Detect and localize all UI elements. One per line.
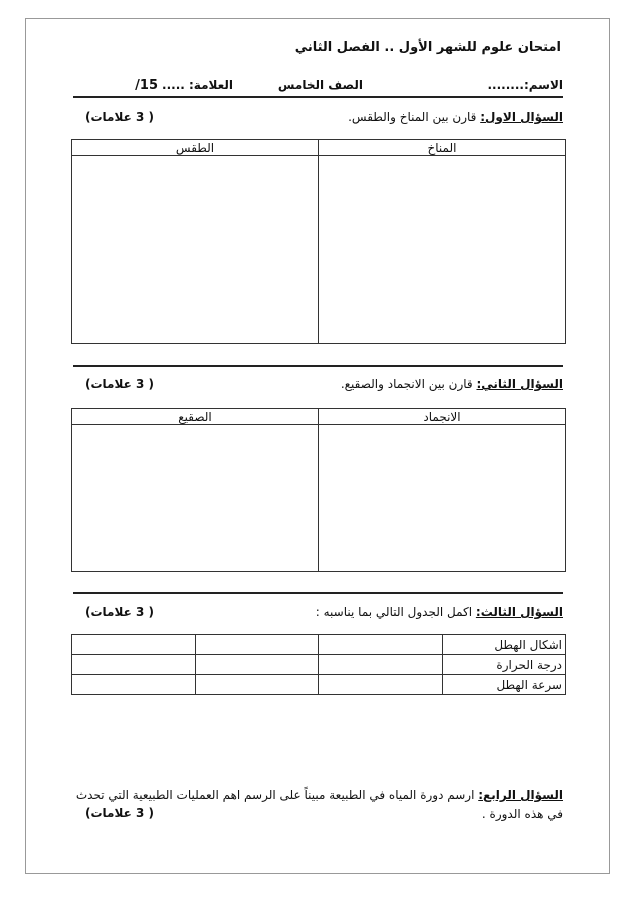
answer-cell-frost[interactable] bbox=[72, 425, 319, 572]
answer-cell-freezing[interactable] bbox=[319, 425, 566, 572]
column-header-frost: الصقيع bbox=[72, 409, 319, 425]
question-3-line bbox=[75, 605, 563, 623]
student-name-field: الاسم:........ bbox=[487, 78, 563, 92]
exam-title: امتحان علوم للشهر الأول .. الفصل الثاني bbox=[294, 40, 561, 55]
answer-cell[interactable] bbox=[319, 655, 443, 675]
answer-cell[interactable] bbox=[195, 675, 319, 695]
column-header-climate: المناخ bbox=[319, 140, 566, 156]
answer-cell[interactable] bbox=[72, 655, 196, 675]
question-4-text: ارسم دورة المياه في الطبيعة مبيناً على الرسم اهم العمليات الطبيعية التي تحدث في هذه الدورة . bbox=[75, 788, 563, 821]
question-3-text: اكمل الجدول التالي بما يناسبه : bbox=[315, 605, 476, 619]
question-4-marks: ( 3 علامات) bbox=[85, 806, 154, 820]
answer-cell[interactable] bbox=[72, 675, 196, 695]
question-1-label: السؤال الاول: bbox=[480, 110, 563, 124]
answer-cell[interactable] bbox=[72, 635, 196, 655]
table-row bbox=[72, 655, 566, 675]
row-label-precipitation-speed: سرعة الهطل bbox=[442, 675, 566, 695]
question-4-label: السؤال الرابع: bbox=[478, 788, 563, 802]
question-1-line bbox=[75, 110, 563, 128]
answer-row bbox=[72, 156, 566, 344]
question-3-marks: ( 3 علامات) bbox=[85, 605, 154, 619]
header-divider bbox=[73, 96, 563, 98]
class-label: الصف الخامس bbox=[277, 78, 363, 92]
table-header-row bbox=[72, 140, 566, 156]
question-2-text: قارن بين الانجماد والصقيع. bbox=[340, 377, 477, 391]
answer-cell[interactable] bbox=[195, 655, 319, 675]
answer-cell[interactable] bbox=[319, 675, 443, 695]
answer-row bbox=[72, 425, 566, 572]
answer-cell[interactable] bbox=[195, 635, 319, 655]
student-info-row bbox=[75, 78, 563, 96]
section-divider-1 bbox=[73, 365, 563, 367]
question-1-text: قارن بين المناخ والطقس. bbox=[348, 110, 481, 124]
question-2-line bbox=[75, 377, 563, 395]
question-2-table bbox=[71, 408, 566, 572]
answer-cell[interactable] bbox=[319, 635, 443, 655]
section-divider-2 bbox=[73, 592, 563, 594]
table-header-row bbox=[72, 409, 566, 425]
column-header-freezing: الانجماد bbox=[319, 409, 566, 425]
grade-total: 15/ bbox=[135, 78, 158, 93]
answer-cell-climate[interactable] bbox=[319, 156, 566, 344]
question-2-marks: ( 3 علامات) bbox=[85, 377, 154, 391]
question-1-marks: ( 3 علامات) bbox=[85, 110, 154, 124]
question-1-text-wrap bbox=[348, 110, 563, 124]
row-label-precipitation-forms: اشكال الهطل bbox=[442, 635, 566, 655]
grade-label: العلامة: ..... bbox=[162, 78, 233, 92]
answer-cell-weather[interactable] bbox=[72, 156, 319, 344]
question-3-table bbox=[71, 634, 566, 695]
table-row bbox=[72, 635, 566, 655]
question-2-label: السؤال الثاني: bbox=[476, 377, 563, 391]
question-3-label: السؤال الثالث: bbox=[475, 605, 563, 619]
question-1-table bbox=[71, 139, 566, 344]
question-3-text-wrap bbox=[316, 605, 563, 619]
table-row bbox=[72, 675, 566, 695]
row-label-temperature: درجة الحرارة bbox=[442, 655, 566, 675]
question-2-text-wrap bbox=[341, 377, 563, 391]
column-header-weather: الطقس bbox=[72, 140, 319, 156]
